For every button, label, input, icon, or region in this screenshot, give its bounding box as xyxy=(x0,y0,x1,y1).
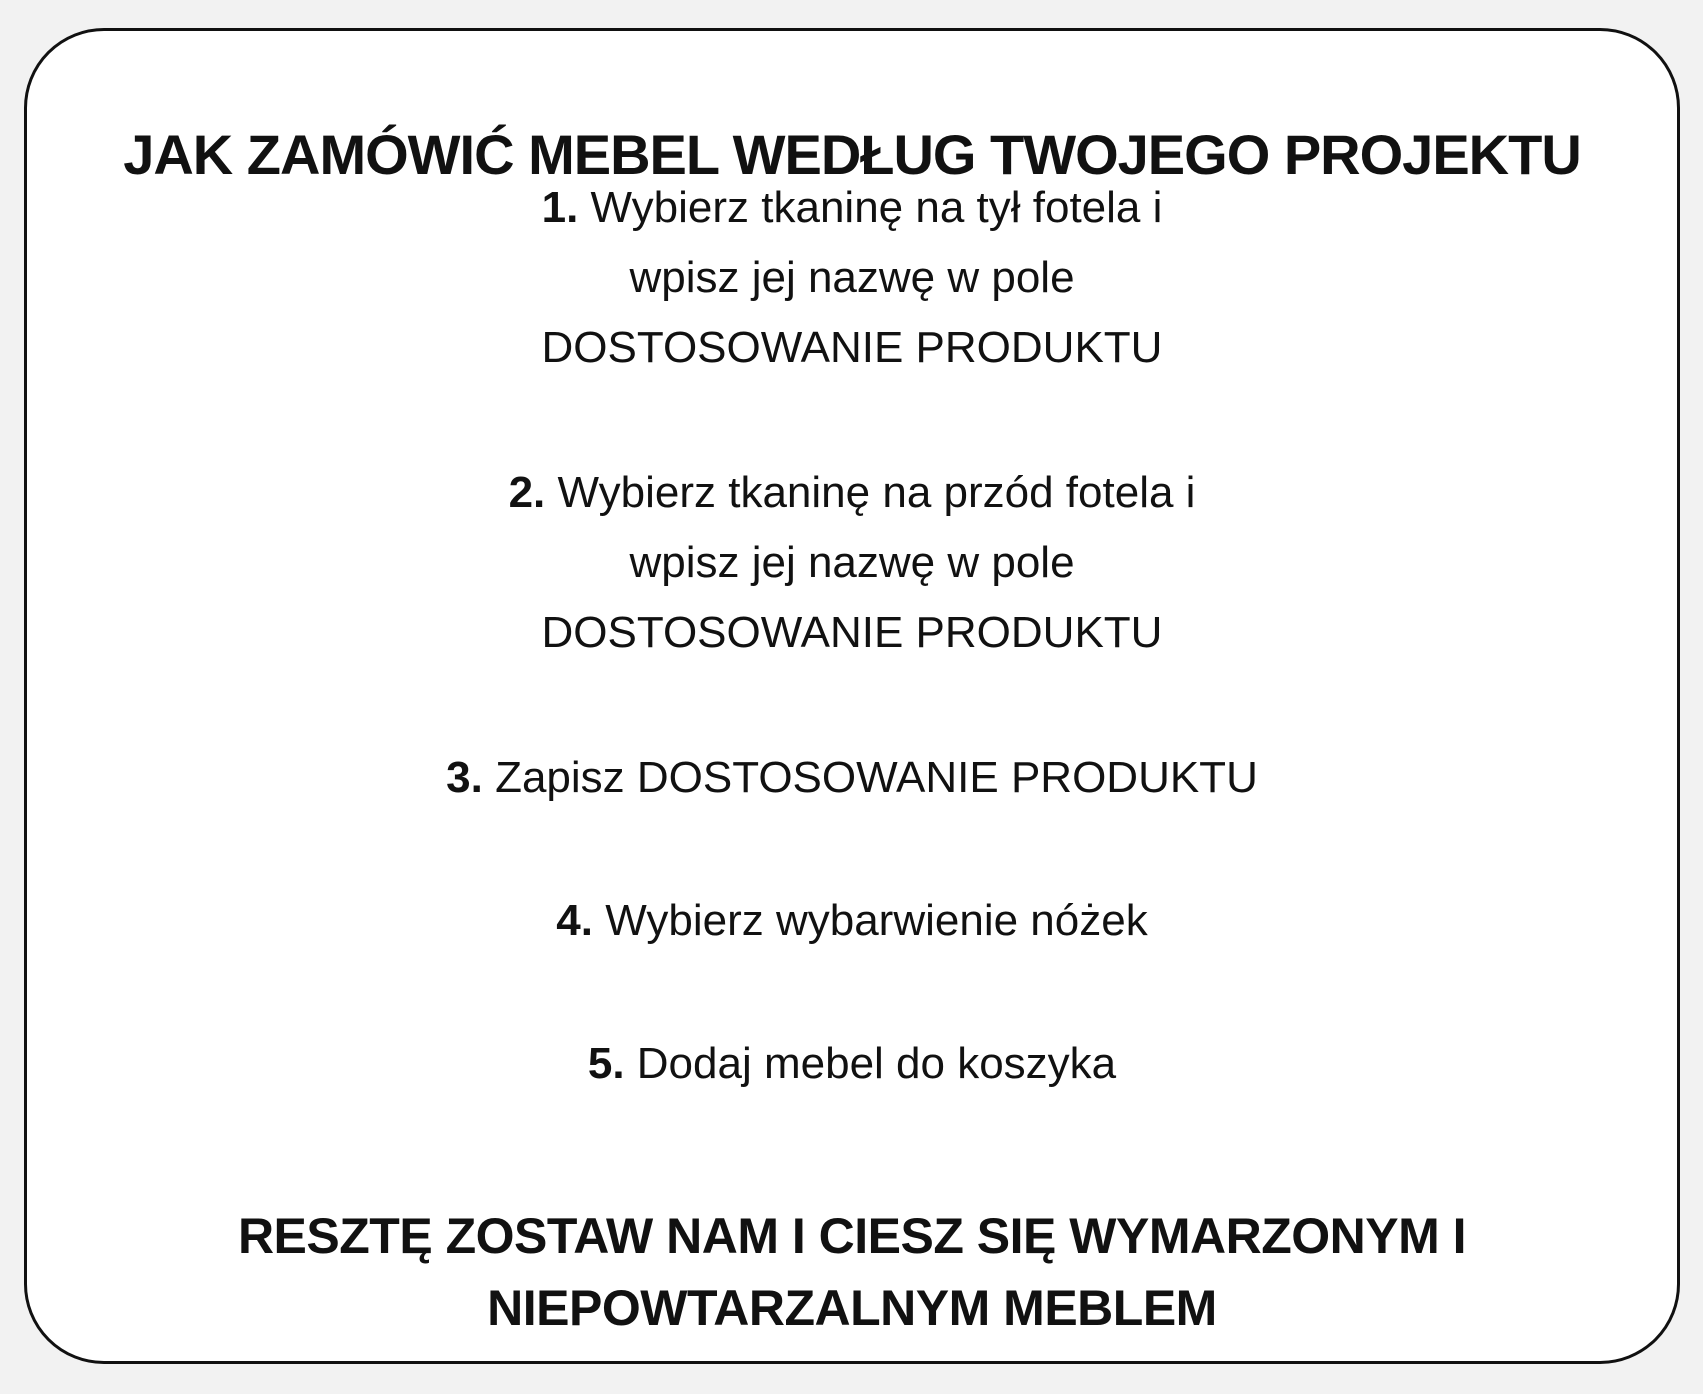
step-5 xyxy=(27,1029,1677,1099)
step-3 xyxy=(27,743,1677,813)
step-1-line-1: 1. Wybierz tkaninę na tył fotela i xyxy=(541,183,1163,232)
step-5-line-1: 5. Dodaj mebel do koszyka xyxy=(587,1039,1117,1088)
instruction-card xyxy=(24,28,1680,1364)
step-1 xyxy=(27,173,1677,383)
step-5-number: 5. xyxy=(587,1039,625,1088)
step-2-line-3: DOSTOSOWANIE PRODUKTU xyxy=(541,608,1163,657)
step-2-line-1: 2. Wybierz tkaninę na przód fotela i xyxy=(508,468,1196,517)
page-title: JAK ZAMÓWIĆ MEBEL WEDŁUG TWOJEGO PROJEKTU xyxy=(123,123,1581,186)
step-2-line-2: wpisz jej nazwę w pole xyxy=(629,538,1075,587)
closing-message-line-2: NIEPOWTARZALNYM MEBLEM xyxy=(487,1280,1217,1336)
step-4 xyxy=(27,886,1677,956)
step-4-number: 4. xyxy=(556,896,593,945)
closing-message xyxy=(27,1200,1677,1344)
step-1-line-3: DOSTOSOWANIE PRODUKTU xyxy=(541,323,1163,372)
step-3-number: 3. xyxy=(446,753,483,802)
closing-message-line-1: RESZTĘ ZOSTAW NAM I CIESZ SIĘ WYMARZONYM I xyxy=(237,1208,1467,1264)
step-1-number: 1. xyxy=(541,183,579,232)
step-4-line-1: 4. Wybierz wybarwienie nóżek xyxy=(556,896,1148,945)
step-1-line-2: wpisz jej nazwę w pole xyxy=(629,253,1075,302)
step-2-number: 2. xyxy=(508,468,546,517)
step-2 xyxy=(27,458,1677,668)
step-3-line-1: 3. Zapisz DOSTOSOWANIE PRODUKTU xyxy=(446,753,1258,802)
